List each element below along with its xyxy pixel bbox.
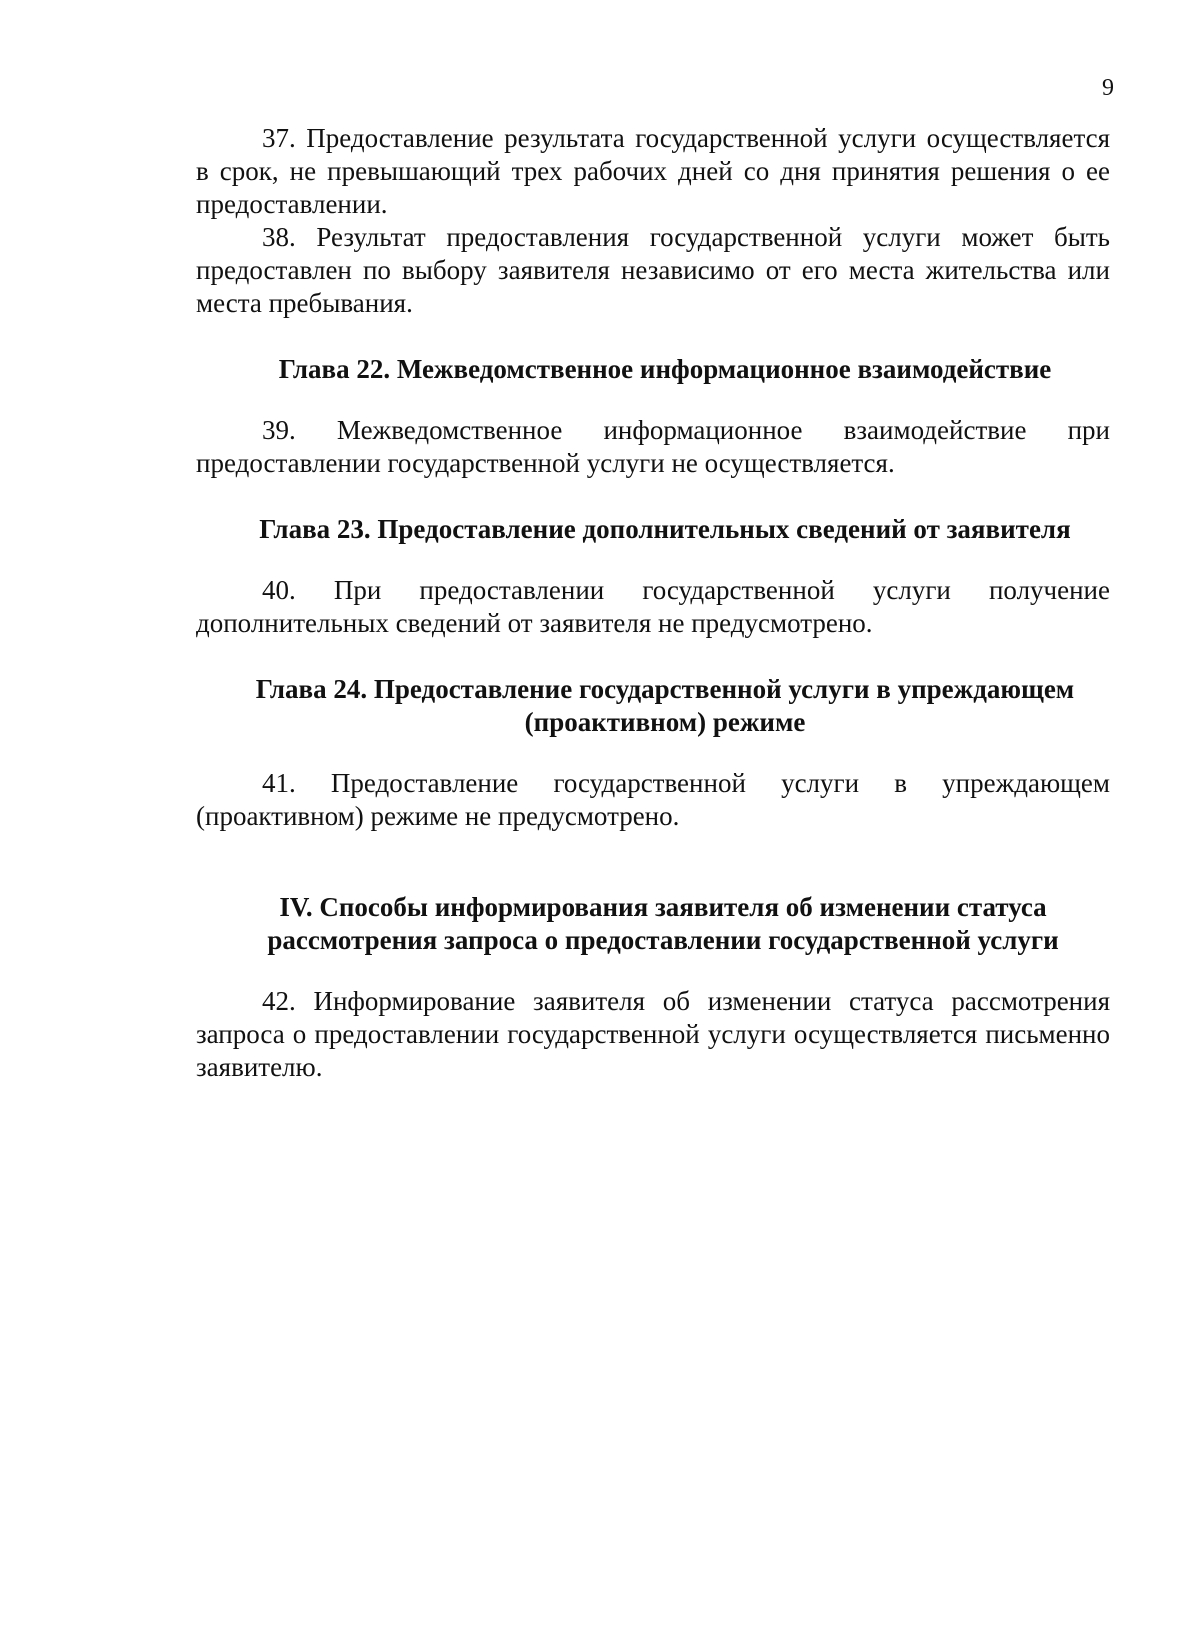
paragraph-37: 37. Предоставление результата государственной услуги осуществляется в срок, не превышающий трех рабочих дней со дня принятия решения о ее предоставлении. (196, 123, 1110, 219)
chapter-24-heading: Глава 24. Предоставление государственной услуги в упреждающем (проактивном) режиме (255, 674, 1075, 737)
paragraph-38: 38. Результат предоставления государственной услуги может быть предоставлен по выбору заявителя независимо от его места жительства или места пребывания. (196, 222, 1110, 318)
page-content (196, 122, 1110, 1084)
chapter-22-heading: Глава 22. Межведомственное информационное взаимодействие (278, 354, 1052, 384)
chapter-23-heading: Глава 23. Предоставление дополнительных сведений от заявителя (259, 514, 1071, 544)
page-number: 9 (1102, 75, 1114, 101)
paragraph-39: 39. Межведомственное информационное взаимодействие при предоставлении государственной услуги не осуществляется. (196, 415, 1110, 478)
paragraph-41: 41. Предоставление государственной услуги в упреждающем (проактивном) режиме не предусмотрено. (196, 768, 1110, 831)
paragraph-40: 40. При предоставлении государственной услуги получение дополнительных сведений от заявителя не предусмотрено. (196, 575, 1110, 638)
section-iv-heading: IV. Способы информирования заявителя об изменении статуса рассмотрения запроса о предоставлении государственной услуги (267, 892, 1059, 955)
paragraph-42: 42. Информирование заявителя об изменении статуса рассмотрения запроса о предоставлении государственной услуги осуществляется письменно заявителю. (196, 986, 1110, 1082)
